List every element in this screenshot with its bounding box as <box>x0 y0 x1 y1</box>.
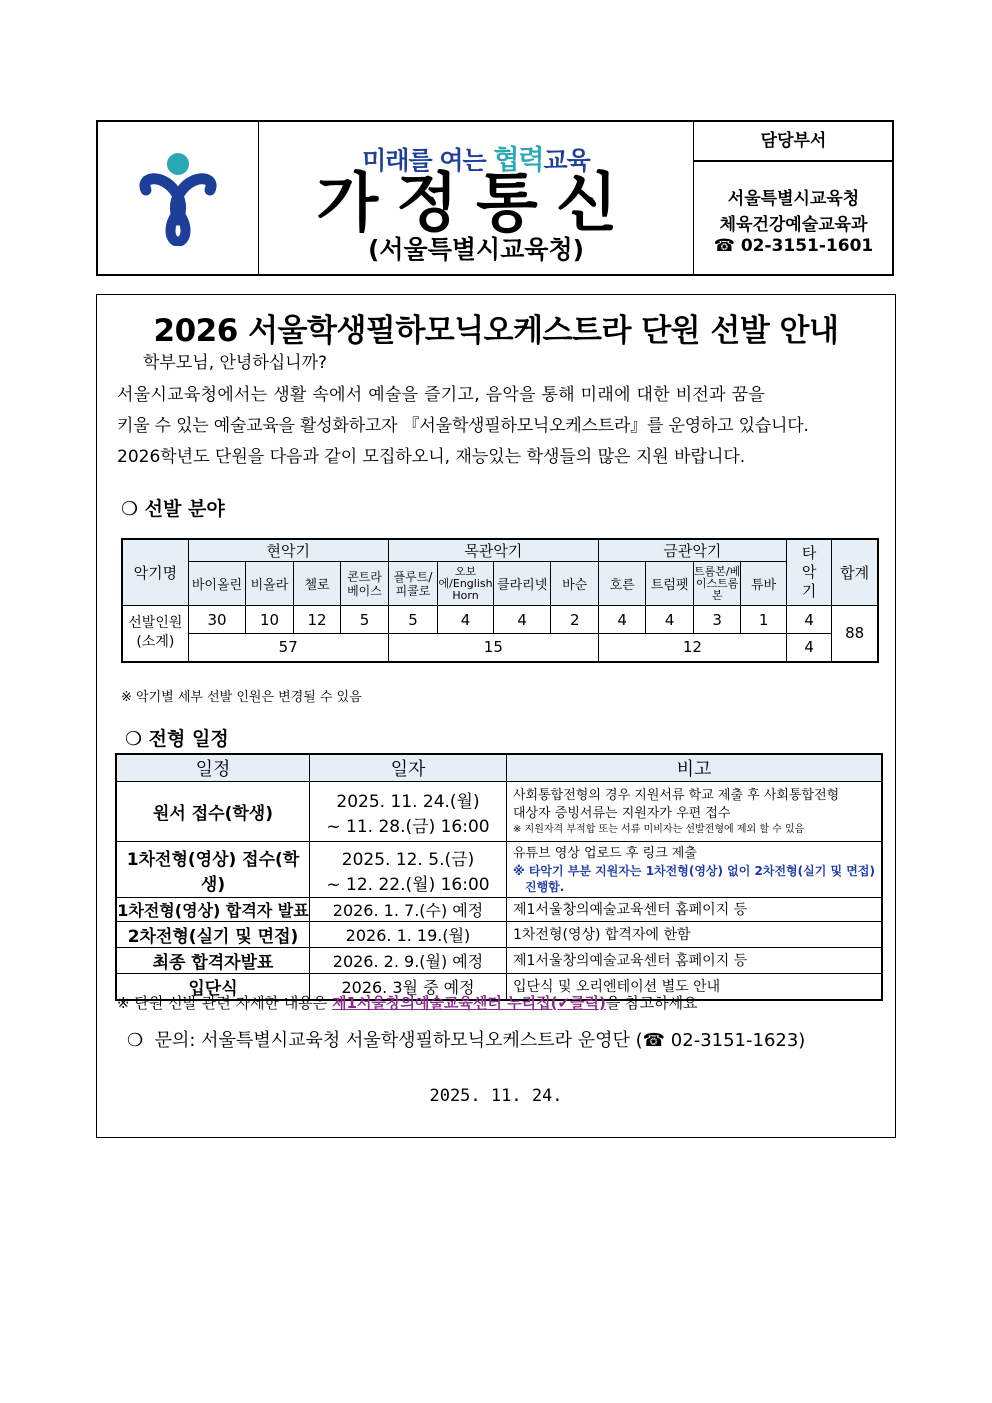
remark-cell: 제1서울창의예술교육센터 홈페이지 등 <box>507 948 883 974</box>
intro-line-3: 2026학년도 단원을 다음과 같이 모집하오니, 재능있는 학생들의 많은 지원 바랍니다. <box>117 447 746 467</box>
percussion-label: 타악기 <box>801 544 817 600</box>
date-cell <box>310 842 507 898</box>
note-prefix: ※ 단원 선발 관련 자세한 내용은 <box>117 994 333 1012</box>
inst-clarinet: 클라리넷 <box>493 562 551 606</box>
circle-bullet-icon: ❍ <box>121 498 139 520</box>
table-row <box>116 842 882 898</box>
remark-emphasis: ※ 타악기 부분 지원자는 1차전형(영상) 없이 2차전형(실기 및 면접) <box>513 863 875 878</box>
count-tuba: 1 <box>741 606 786 634</box>
phone-icon: ☎ <box>713 236 735 256</box>
step-cell: 원서 접수(학생) <box>116 782 310 842</box>
instrument-table <box>121 538 879 663</box>
subtotal-strings: 57 <box>188 634 388 662</box>
group-brass: 금관악기 <box>598 539 786 562</box>
count-contrabass: 5 <box>341 606 388 634</box>
selection-section-heading <box>121 494 225 521</box>
count-viola: 10 <box>246 606 293 634</box>
logo-cell <box>98 122 259 274</box>
table-row <box>116 898 882 922</box>
subtotal-percussion: 4 <box>786 634 831 662</box>
group-strings: 현악기 <box>188 539 388 562</box>
intro-line-1: 서울시교육청에서는 생활 속에서 예술을 즐기고, 음악을 통해 미래에 대한 비전과 꿈을 <box>117 385 766 405</box>
slogan-accent: 협력 <box>493 145 544 176</box>
count-flute: 5 <box>388 606 438 634</box>
table-row <box>116 922 882 948</box>
remark-cell: 입단식 및 오리엔테이션 별도 안내 <box>507 974 883 1001</box>
selection-section-title: 선발 분야 <box>144 498 225 520</box>
contact-line <box>127 1030 805 1052</box>
department-org: 서울특별시교육청 <box>727 189 860 209</box>
header-date: 일자 <box>310 754 507 782</box>
department-division: 체육건강예술교육과 <box>719 215 868 235</box>
instrument-label-cell: 악기명 <box>122 539 188 606</box>
remark-line: 사회통합전형의 경우 지원서류 학교 제출 후 사회통합전형 <box>513 787 840 803</box>
remark-emphasis-cont: 진행함. <box>525 879 565 894</box>
row-label-cell <box>122 606 188 662</box>
schedule-section-title: 전형 일정 <box>148 728 229 750</box>
department-phone <box>694 236 893 256</box>
count-trumpet: 4 <box>646 606 693 634</box>
step-cell: 1차전형(영상) 접수(학생) <box>116 842 310 898</box>
count-oboe: 4 <box>438 606 494 634</box>
inst-viola: 비올라 <box>246 562 293 606</box>
count-horn: 4 <box>598 606 645 634</box>
inst-flute: 플루트/피콜로 <box>388 562 438 606</box>
date-cell: 2026. 3월 중 예정 <box>310 974 507 1001</box>
document-title: 2026 서울학생필하모닉오케스트라 단원 선발 안내 <box>153 313 839 349</box>
education-office-logo-icon <box>132 150 224 246</box>
inst-horn: 호른 <box>598 562 645 606</box>
remark-line: 유튜브 영상 업로드 후 링크 제출 <box>513 845 697 861</box>
inst-contrabass-cell <box>341 562 388 606</box>
contact-text: 문의: 서울특별시교육청 서울학생필하모닉오케스트라 운영단 (☎ 02-3151-1623) <box>154 1030 806 1051</box>
department-label: 담당부서 <box>694 122 893 162</box>
schedule-section-heading <box>125 724 229 751</box>
remark-cell: 제1서울창의예술교육센터 홈페이지 등 <box>507 898 883 922</box>
step-cell: 최종 합격자발표 <box>116 948 310 974</box>
slogan-text-1: 미래를 여는 <box>362 146 494 175</box>
inst-tuba: 튜바 <box>741 562 786 606</box>
count-bassoon: 2 <box>551 606 598 634</box>
subtotal-brass: 12 <box>598 634 786 662</box>
inst-cello: 첼로 <box>293 562 340 606</box>
selection-note: ※ 악기별 세부 선발 인원은 변경될 수 있음 <box>121 690 362 705</box>
date-line: 2025. 11. 24.(월) <box>336 791 480 812</box>
date-cell <box>310 782 507 842</box>
newsletter-title: 가정통신 <box>316 167 636 241</box>
remark-cell <box>507 782 883 842</box>
circle-bullet-icon: ❍ <box>125 728 143 750</box>
issue-date: 2025. 11. 24. <box>429 1086 563 1106</box>
center-website-link[interactable]: 제1서울창의예술교육센터 누리집(✔클릭) <box>332 994 606 1012</box>
remark-cell <box>507 842 883 898</box>
step-cell: 2차전형(실기 및 면접) <box>116 922 310 948</box>
date-line: ~ 11. 28.(금) 16:00 <box>326 816 490 837</box>
greeting: 학부모님, 안녕하십니까? <box>143 353 328 373</box>
subtotal-woodwinds: 15 <box>388 634 598 662</box>
date-line: ~ 12. 22.(월) 16:00 <box>326 874 490 895</box>
percussion-label-cell <box>786 539 831 606</box>
main-content-box <box>96 294 896 1138</box>
remark-cell: 1차전형(영상) 합격자에 한함 <box>507 922 883 948</box>
step-cell: 입단식 <box>116 974 310 1001</box>
group-woodwinds: 목관악기 <box>388 539 598 562</box>
total-count: 88 <box>832 606 878 662</box>
selection-count-label: 선발인원(소계) <box>128 615 183 651</box>
remark-footnote: ※ 지원자격 부적합 또는 서류 미비자는 선발전형에 제외 할 수 있음 <box>513 823 805 835</box>
table-row <box>116 782 882 842</box>
count-violin: 30 <box>188 606 246 634</box>
department-cell <box>693 122 893 274</box>
inst-trombone: 트롬본/베이스트롬본 <box>693 562 740 606</box>
circle-bullet-icon: ❍ <box>127 1030 144 1051</box>
date-line: 2025. 12. 5.(금) <box>341 849 475 870</box>
slogan-text-2: 교육 <box>543 146 590 175</box>
remark-line: 대상자 증빙서류는 지원자가 우편 접수 <box>513 805 731 821</box>
header-step: 일정 <box>116 754 310 782</box>
phone-number: 02-3151-1601 <box>740 236 874 256</box>
count-clarinet: 4 <box>493 606 551 634</box>
schedule-note <box>117 992 698 1013</box>
inst-oboe: 오보에/English Horn <box>438 562 494 606</box>
date-cell: 2026. 1. 19.(월) <box>310 922 507 948</box>
newsletter-subtitle: (서울특별시교육청) <box>367 235 585 264</box>
inst-trumpet: 트럼펫 <box>646 562 693 606</box>
intro-line-2: 키울 수 있는 예술교육을 활성화하고자 『서울학생필하모닉오케스트라』를 운영하고 있습니다. <box>117 416 809 436</box>
table-row <box>116 948 882 974</box>
count-cello: 12 <box>293 606 340 634</box>
inst-violin: 바이올린 <box>188 562 246 606</box>
count-percussion: 4 <box>786 606 831 634</box>
inst-bassoon: 바순 <box>551 562 598 606</box>
step-cell: 1차전형(영상) 합격자 발표 <box>116 898 310 922</box>
date-cell: 2026. 1. 7.(수) 예정 <box>310 898 507 922</box>
count-trombone: 3 <box>693 606 740 634</box>
inst-contrabass: 콘트라베이스 <box>347 569 382 598</box>
date-cell: 2026. 2. 9.(월) 예정 <box>310 948 507 974</box>
total-label-cell: 합계 <box>832 539 878 606</box>
note-suffix: 을 참고하세요 <box>605 994 698 1012</box>
header-box <box>96 120 894 276</box>
title-cell <box>259 122 693 274</box>
schedule-table <box>115 753 883 1001</box>
header-remark: 비고 <box>507 754 883 782</box>
